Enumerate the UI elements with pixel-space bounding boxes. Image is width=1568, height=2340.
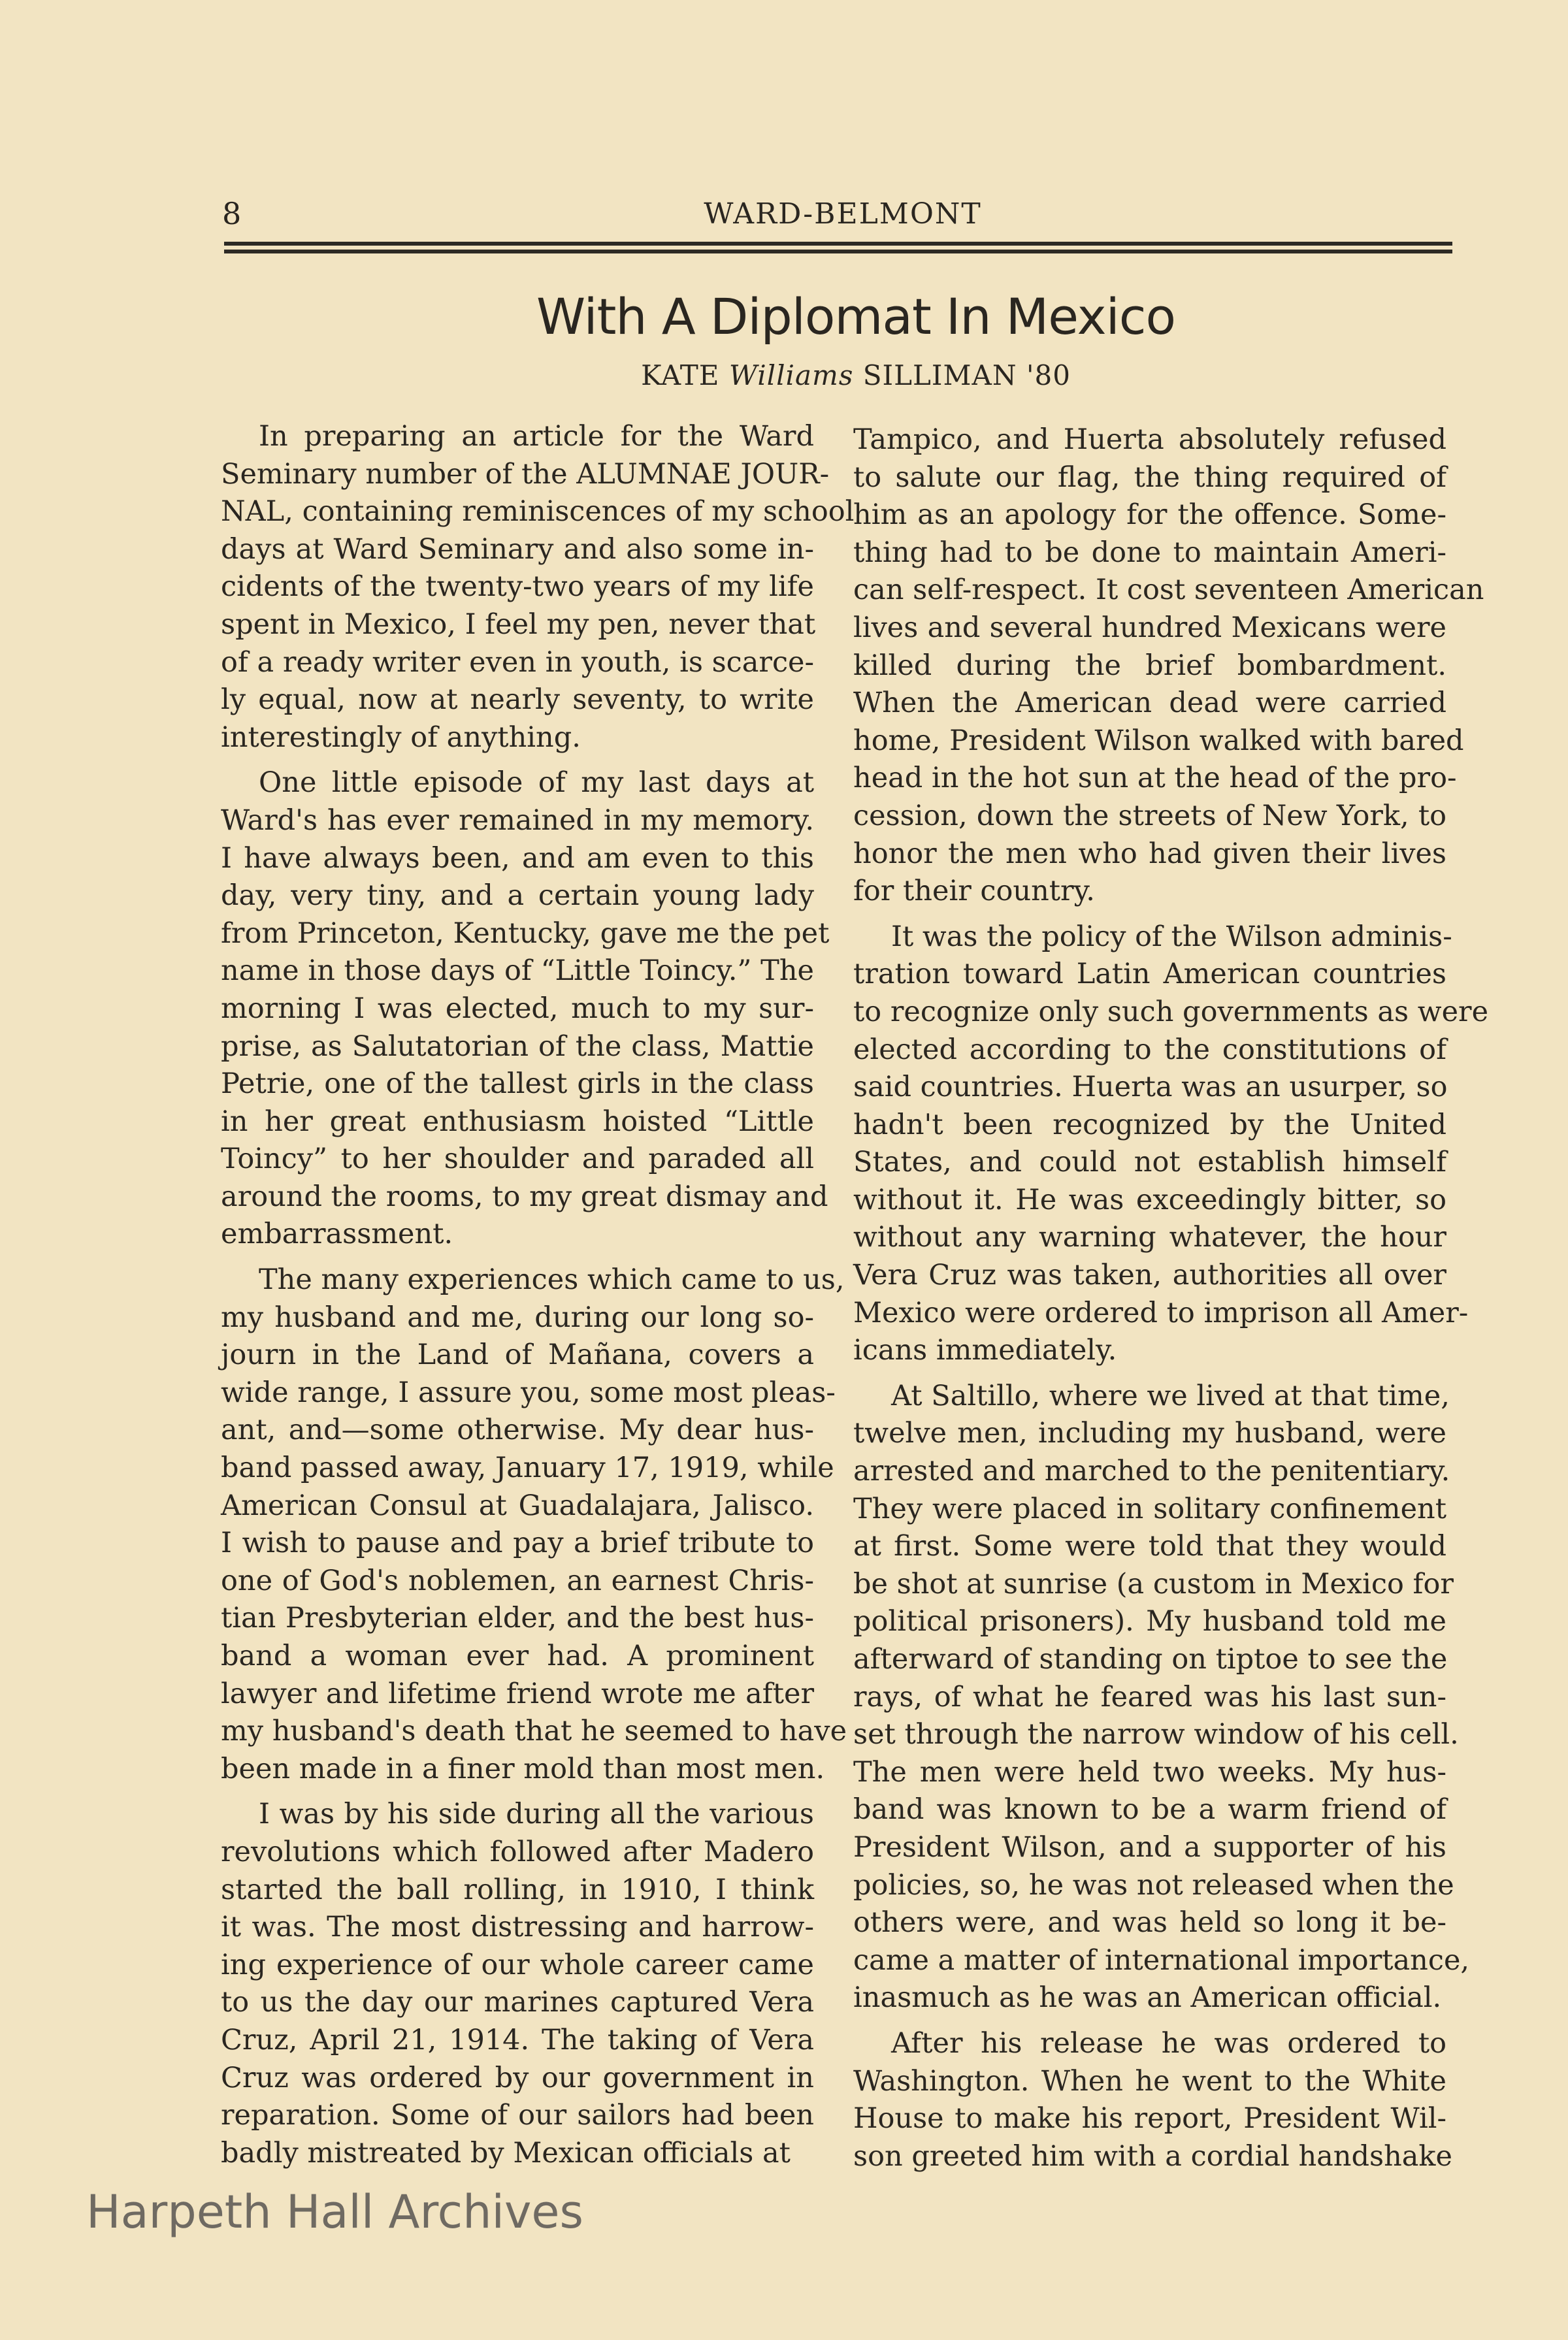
text-line: honor the men who had given their lives — [853, 837, 1446, 870]
text-line: States, and could not establish himself — [853, 1146, 1446, 1179]
paragraph — [221, 1796, 814, 2172]
text-line: without any warning whatever, the hour — [853, 1221, 1446, 1254]
text-line: One little episode of my last days at — [259, 766, 814, 800]
column-left — [221, 418, 855, 2180]
text-line: In preparing an article for the Ward — [259, 420, 814, 453]
text-line: said countries. Huerta was an usurper, so — [853, 1071, 1448, 1104]
text-line: to salute our flag, the thing required of — [853, 461, 1446, 494]
text-line: home, President Wilson walked with bared — [853, 724, 1464, 757]
column-right — [853, 421, 1489, 2183]
text-line: When the American dead were carried — [853, 687, 1446, 720]
text-line: tration toward Latin American countries — [853, 958, 1446, 991]
page-number: 8 — [222, 196, 242, 231]
paragraph — [221, 418, 855, 756]
text-line: Toincy” to her shoulder and paraded all — [221, 1143, 814, 1176]
text-line: Petrie, one of the tallest girls in the class — [221, 1067, 814, 1101]
paragraph — [853, 2025, 1452, 2175]
text-line: They were placed in solitary confinement — [853, 1492, 1446, 1525]
text-line: in her great enthusiasm hoisted “Little — [221, 1105, 814, 1138]
text-line: from Princeton, Kentucky, gave me the pet — [221, 917, 830, 950]
text-line: set through the narrow window of his cell. — [853, 1718, 1459, 1751]
text-line: band a woman ever had. A prominent — [221, 1640, 814, 1672]
text-line: ant, and—some otherwise. My dear hus- — [221, 1414, 814, 1447]
article-title: With A Diplomat In Mexico — [536, 287, 1176, 346]
paragraph — [853, 1378, 1470, 2017]
text-line: I wish to pause and pay a brief tribute to — [221, 1527, 814, 1560]
text-line: reparation. Some of our sailors had been — [221, 2099, 814, 2132]
text-line: Washington. When he went to the White — [853, 2064, 1446, 2098]
archive-watermark: Harpeth Hall Archives — [86, 2185, 583, 2239]
text-line: started the ball rolling, in 1910, I think — [221, 1873, 814, 1906]
text-line: to recognize only such governments as were — [853, 995, 1489, 1028]
text-line: After his release he was ordered to — [891, 2026, 1446, 2060]
text-line: band was known to be a warm friend of — [853, 1793, 1446, 1827]
text-line: name in those days of “Little Toincy.” The — [221, 954, 814, 988]
text-line: twelve men, including my husband, were — [853, 1417, 1446, 1450]
text-line: NAL, containing reminiscences of my school — [221, 495, 855, 528]
text-line: House to make his report, President Wil- — [853, 2102, 1446, 2136]
text-line: my husband and me, during our long so- — [221, 1301, 814, 1334]
text-line: prise, as Salutatorian of the class, Mattie — [221, 1030, 814, 1063]
byline-middle: Williams — [728, 359, 854, 391]
text-line: ing experience of our whole career came — [221, 1948, 814, 1981]
text-line: tian Presbyterian elder, and the best hus- — [221, 1602, 814, 1635]
byline — [0, 359, 1568, 391]
text-line: to us the day our marines captured Vera — [221, 1986, 814, 2019]
text-line: band passed away, January 17, 1919, while — [221, 1452, 834, 1485]
text-line: cidents of the twenty-two years of my life — [221, 570, 814, 604]
text-line: hadn't been recognized by the United — [853, 1108, 1446, 1141]
text-line: spent in Mexico, I feel my pen, never that — [221, 608, 816, 641]
text-line: morning I was elected, much to my sur- — [221, 992, 814, 1025]
text-line: Mexico were ordered to imprison all Amer- — [853, 1296, 1469, 1329]
running-head: WARD-BELMONT — [704, 197, 982, 231]
byline-first: KATE — [641, 359, 720, 391]
text-line: journ in the Land of Mañana, covers a — [221, 1339, 814, 1372]
text-line: American Consul at Guadalajara, Jalisco. — [221, 1489, 814, 1522]
text-line: At Saltillo, where we lived at that time, — [891, 1379, 1450, 1412]
text-line: wide range, I assure you, some most pleas- — [221, 1376, 836, 1409]
text-line: cession, down the streets of New York, to — [853, 799, 1446, 832]
text-line: Cruz was ordered by our government in — [221, 2061, 814, 2094]
text-line: day, very tiny, and a certain young lady — [221, 879, 814, 913]
text-line: Seminary number of the ALUMNAE JOUR- — [221, 457, 830, 491]
text-line: It was the policy of the Wilson adminis- — [891, 920, 1452, 953]
text-line: lawyer and lifetime friend wrote me after — [221, 1677, 814, 1710]
text-line: I was by his side during all the various — [259, 1798, 814, 1831]
text-line: political prisoners). My husband told me — [853, 1605, 1446, 1638]
text-line: killed during the brief bombardment. — [853, 649, 1446, 682]
text-line: of a ready writer even in youth, is scarce- — [221, 645, 814, 679]
text-line: Cruz, April 21, 1914. The taking of Vera — [221, 2023, 814, 2056]
text-line: rays, of what he feared was his last sun- — [853, 1680, 1446, 1714]
text-line: without it. He was exceedingly bitter, so — [853, 1183, 1446, 1216]
text-line: arrested and marched to the penitentiary. — [853, 1455, 1450, 1488]
byline-last: SILLIMAN '80 — [862, 359, 1071, 391]
text-line: ly equal, now at nearly seventy, to write — [221, 683, 814, 717]
paragraph — [221, 1261, 847, 1788]
text-line: be shot at sunrise (a custom in Mexico for — [853, 1567, 1454, 1601]
text-line: others were, and was held so long it be- — [853, 1906, 1446, 1940]
text-line: it was. The most distressing and harrow- — [221, 1911, 814, 1944]
paragraph — [853, 918, 1489, 1370]
paragraph — [853, 421, 1484, 911]
text-line: revolutions which followed after Madero — [221, 1835, 814, 1868]
text-line: one of God's noblemen, an earnest Chris- — [221, 1564, 814, 1597]
header-rule-top — [224, 242, 1452, 246]
text-line: elected according to the constitutions of — [853, 1033, 1446, 1066]
text-line: interestingly of anything. — [221, 721, 581, 754]
text-line: policies, so, he was not released when the — [853, 1868, 1454, 1902]
text-line: icans immediately. — [853, 1334, 1117, 1367]
text-line: came a matter of international importance, — [853, 1943, 1470, 1977]
text-line: at first. Some were told that they would — [853, 1530, 1446, 1563]
text-line: been made in a finer mold than most men. — [221, 1752, 825, 1785]
text-line: The many experiences which came to us, — [259, 1263, 845, 1297]
header-rule-bottom — [224, 250, 1452, 253]
text-line: thing had to be done to maintain Ameri- — [853, 536, 1446, 569]
text-line: inasmuch as he was an American official. — [853, 1981, 1442, 2015]
text-line: days at Ward Seminary and also some in- — [221, 532, 814, 566]
text-line: my husband's death that he seemed to have — [221, 1715, 847, 1748]
text-line: President Wilson, and a supporter of his — [853, 1830, 1446, 1864]
text-line: embarrassment. — [221, 1218, 453, 1251]
text-line: lives and several hundred Mexicans were — [853, 611, 1446, 644]
text-line: Vera Cruz was taken, authorities all over — [853, 1259, 1446, 1292]
text-line: for their country. — [853, 875, 1095, 908]
text-line: afterward of standing on tiptoe to see the — [853, 1643, 1448, 1676]
text-line: badly mistreated by Mexican officials at — [221, 2136, 791, 2169]
text-line: son greeted him with a cordial handshake — [853, 2139, 1452, 2173]
text-line: Tampico, and Huerta absolutely refused — [853, 423, 1446, 456]
text-line: Ward's has ever remained in my memory. — [221, 804, 814, 837]
text-line: can self-respect. It cost seventeen American — [853, 574, 1484, 607]
text-line: head in the hot sun at the head of the pro- — [853, 762, 1457, 795]
text-line: him as an apology for the offence. Some- — [853, 498, 1446, 532]
text-line: around the rooms, to my great dismay and — [221, 1180, 828, 1213]
text-line: The men were held two weeks. My hus- — [853, 1755, 1446, 1789]
paragraph — [221, 764, 830, 1254]
text-line: I have always been, and am even to this — [221, 841, 814, 875]
